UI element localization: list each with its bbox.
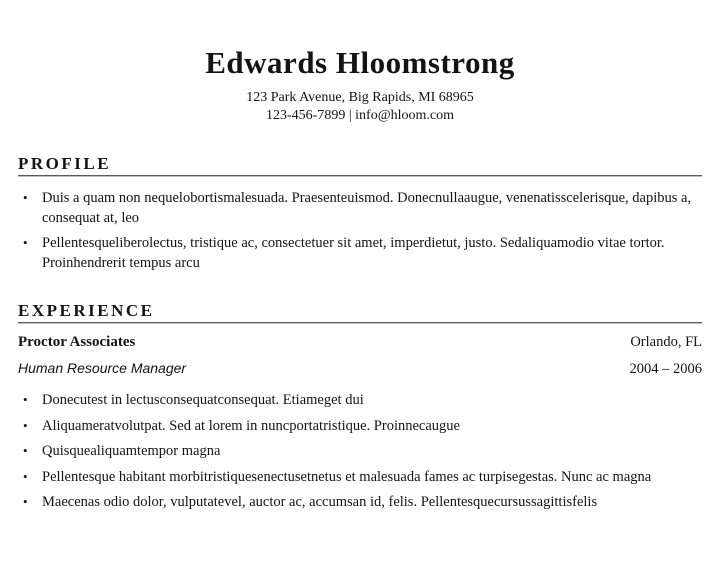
phone-email-line: 123-456-7899 | info@hloom.com xyxy=(266,107,454,123)
bullet-text: Duis a quam non nequelobortismalesuada. Praesenteuismod. Donecnullaaugue, venenatisscelerisque, dapibus a, consequat at, leo xyxy=(42,190,692,226)
company-name: Proctor Associates xyxy=(18,334,136,350)
bullet-item xyxy=(18,442,702,462)
bullet-item xyxy=(18,417,702,437)
address-line: 123 Park Avenue, Big Rapids, MI 68965 xyxy=(246,90,474,105)
experience-entry-subheader xyxy=(18,359,702,379)
bullet-item xyxy=(18,468,702,488)
section-experience xyxy=(18,301,702,513)
experience-bullet-list xyxy=(18,391,702,513)
bullet-item xyxy=(18,234,702,273)
job-title: Human Resource Manager xyxy=(18,360,187,376)
profile-section-title: PROFILE xyxy=(18,154,112,173)
bullet-text: Pellentesqueliberolectus, tristique ac, consectetuer sit amet, imperdietut, justo. Sedaliquamodio vitae tortor. Proinhendrerit tempus arcu xyxy=(42,235,665,271)
contact-block xyxy=(18,89,702,124)
bullet-item xyxy=(18,493,702,513)
section-divider xyxy=(18,322,702,324)
bullet-text: Donecutest in lectusconsequatconsequat. Etiameget dui xyxy=(42,392,364,408)
bullet-text: Aliquameratvolutpat. Sed at lorem in nuncportatristique. Proinnecaugue xyxy=(42,417,460,434)
candidate-name: Edwards Hloomstrong xyxy=(205,45,515,80)
bullet-text: Pellentesque habitant morbitristiquesenectusetnetus et malesuada fames ac turpisegestas. Nunc ac magna xyxy=(42,468,652,485)
profile-bullet-list xyxy=(18,189,702,273)
experience-entry-header xyxy=(18,333,702,352)
resume-header xyxy=(18,0,702,124)
company-location: Orlando, FL xyxy=(630,334,702,350)
experience-section-title: EXPERIENCE xyxy=(18,301,155,320)
bullet-text: Maecenas odio dolor, vulputatevel, auctor ac, accumsan id, felis. Pellentesquecursussagittisfelis xyxy=(42,494,598,510)
bullet-item xyxy=(18,391,702,411)
section-profile xyxy=(18,154,702,273)
bullet-item xyxy=(18,189,702,228)
bullet-text: Quisquealiquamtempor magna xyxy=(42,443,221,459)
section-divider xyxy=(18,175,702,177)
employment-dates: 2004 – 2006 xyxy=(629,361,702,377)
